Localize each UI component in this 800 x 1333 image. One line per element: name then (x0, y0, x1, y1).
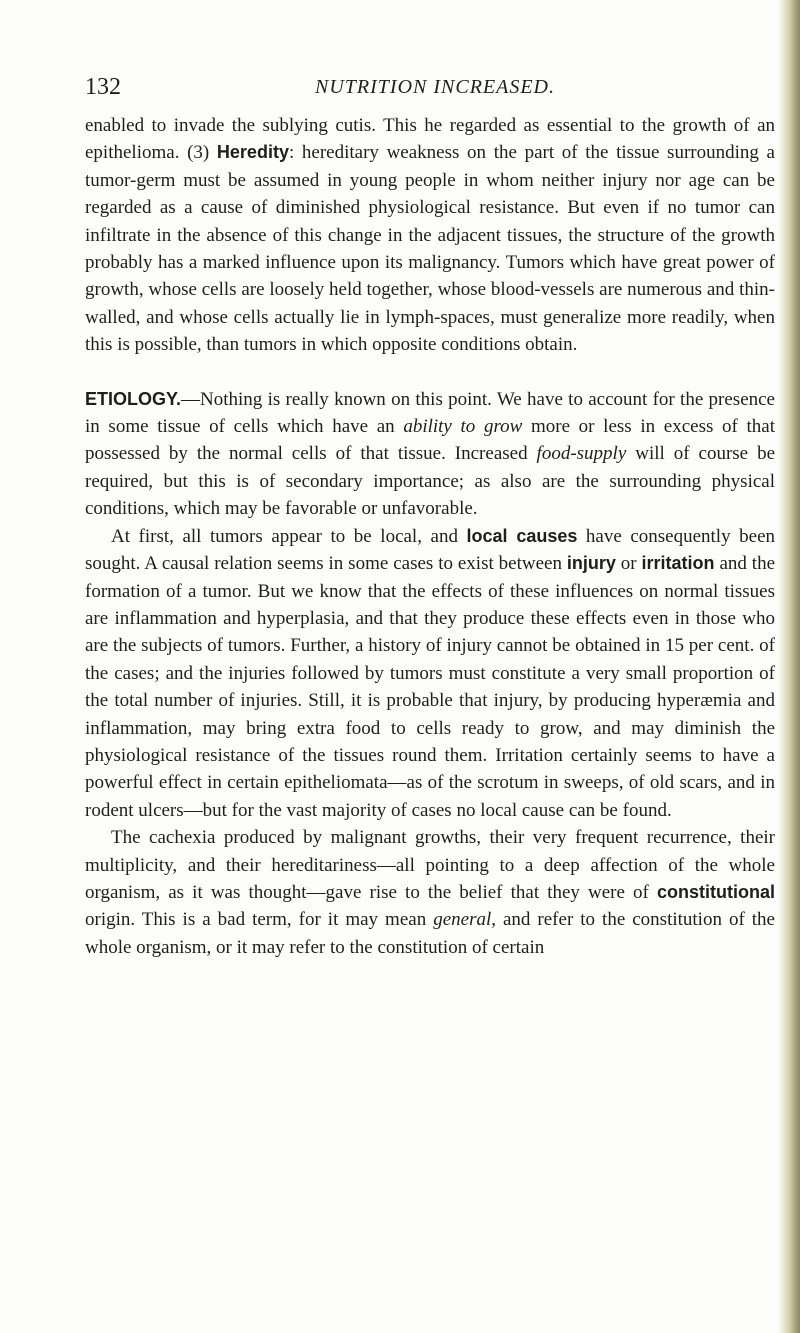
bold-term: irritation (641, 553, 715, 574)
text-run: , and refer to the constitution of the whole organism, or it may refer to the constitution of certain (85, 909, 775, 958)
page-number: 132 (85, 74, 121, 100)
section-gap (85, 359, 775, 386)
text-run: —Nothing is really known on this point. We have to account for the presence in some tissue of cells which have an (85, 388, 775, 438)
text-run: and the formation of a tumor. But we know that the effects of these influences on normal tissues are inflammation and hyperplasia, and that they produce these effects even in those who are the subjects of tumors. Further, a history of injury cannot be obtained in 15 per cent. of the cases; and the injuries followed by tumors must constitute a very small proportion of the total number of injuries. Still, it is probable that injury, by producing hyperæmia and inflammation, may bring extra food to cells ready to grow, and may diminish the physiological resistance of the tissues round them. Irritation certainly seems to have a powerful effect in certain epitheliomata—as of the scrotum in sweeps, of old scars, and in rodent ulcers—but for the vast majority of cases no local cause can be found. (85, 553, 776, 821)
bold-term: constitutional (657, 881, 775, 902)
paragraph-local-causes (85, 523, 775, 824)
text-run: more or less in excess of that possessed by the normal cells of that tissue. Increased (85, 416, 775, 465)
text-run: The cachexia produced by malignant growths, their very frequent recurrence, their multiplicity, and their hereditariness—all pointing to a deep affection of the whole organism, as it was thought—gave rise to the belief that they were of (85, 827, 775, 903)
bold-term: injury (566, 553, 616, 574)
text-run: or (615, 553, 642, 575)
body-text (85, 112, 775, 961)
paragraph-constitutional (85, 824, 775, 961)
bold-term: ETIOLOGY. (85, 388, 182, 409)
running-head: NUTRITION INCREASED. (315, 76, 555, 98)
page-header (85, 74, 775, 104)
italic-term: general (433, 909, 492, 931)
text-run: : hereditary weakness on the part of the tissue surrounding a tumor-germ must be assumed in young people in whom neither injury nor age can be regarded as a cause of diminished physiological resistance. But even if no tumor can infiltrate in the absence of this change in the adjacent tissues, the structure of the growth probably has a marked influence upon its malignancy. Tumors which have great power of growth, whose cells are loosely held together, whose blood-vessels are numerous and thin-walled, and whose cells actually lie in lymph-spaces, must generalize more readily, when this is possible, than tumors in which opposite conditions obtain. (85, 142, 775, 356)
page-edge-shadow (778, 0, 800, 1333)
text-run: enabled to invade the sublying cutis. This he regarded as essential to the growth of an epithelioma. (3) (85, 115, 775, 164)
text-run: At first, all tumors appear to be local, and (111, 525, 467, 547)
bold-term: Heredity (216, 142, 289, 163)
italic-term: food-supply (536, 443, 627, 465)
text-run: origin. This is a bad term, for it may mean (85, 909, 434, 931)
text-run: have consequently been sought. A causal relation seems in some cases to exist between (85, 525, 775, 575)
paragraph-etiology (85, 386, 775, 523)
bold-term: local causes (466, 525, 578, 546)
paragraph-heredity (85, 112, 775, 359)
text-run: will of course be required, but this is of secondary importance; as also are the surrounding physical conditions, which may be favorable or unfavorable. (85, 443, 776, 520)
italic-term: ability to grow (403, 416, 523, 438)
